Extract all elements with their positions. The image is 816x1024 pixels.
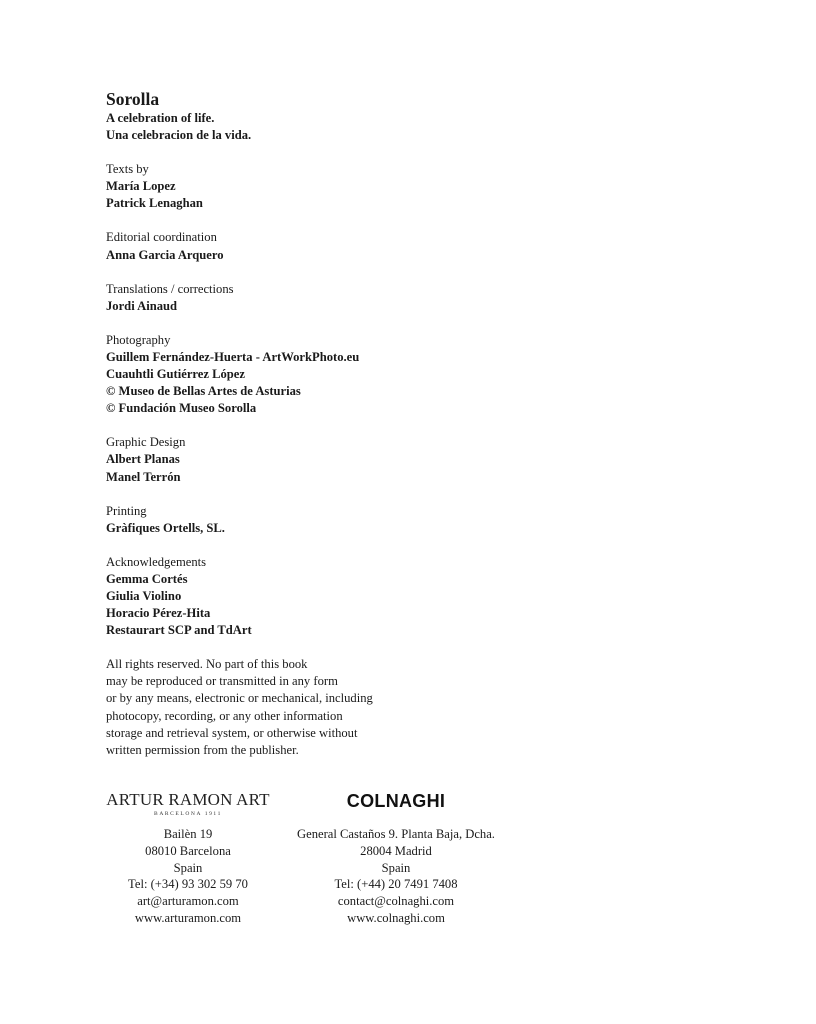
credit-name: © Museo de Bellas Artes de Asturias — [106, 384, 301, 399]
website-line: www.arturamon.com — [134, 910, 242, 925]
credit-name: Guillem Fernández-Huerta - ArtWorkPhoto.eu — [106, 349, 360, 364]
section-photography — [106, 332, 526, 417]
credit-name: Patrick Lenaghan — [106, 196, 203, 211]
email-line: art@arturamon.com — [137, 894, 239, 909]
credit-name: Gemma Cortés — [106, 571, 188, 586]
section-label: Acknowledgements — [106, 554, 207, 569]
section-acknowledgements — [106, 554, 526, 639]
phone-line: Tel: (+44) 20 7491 7408 — [334, 877, 458, 892]
legal-line: may be reproduced or transmitted in any form — [106, 674, 338, 689]
address-line: Spain — [173, 860, 203, 875]
legal-line: storage and retrieval system, or otherwise without — [106, 725, 358, 740]
section-printing — [106, 503, 526, 537]
legal-line: or by any means, electronic or mechanical, including — [106, 691, 373, 706]
section-label: Editorial coordination — [106, 230, 217, 245]
credit-name: Gràfiques Ortells, SL. — [106, 520, 225, 535]
credit-name: Albert Planas — [106, 452, 180, 467]
credit-name: Giulia Violino — [106, 588, 182, 603]
colnaghi-logo: COLNAGHI — [346, 791, 446, 811]
subtitle-english: A celebration of life. — [106, 111, 215, 125]
address-line: Bailèn 19 — [163, 827, 213, 841]
address-line: 08010 Barcelona — [145, 843, 231, 858]
section-label: Photography — [106, 332, 171, 347]
credit-name: Jordi Ainaud — [106, 298, 178, 313]
website-line: www.colnaghi.com — [347, 910, 445, 925]
address-line: Spain — [381, 860, 411, 875]
credit-name: Anna Garcia Arquero — [106, 247, 224, 262]
credits-column — [106, 88, 526, 759]
credit-name: Horacio Pérez-Hita — [106, 606, 211, 621]
publisher-colnaghi — [276, 790, 516, 927]
section-texts — [106, 161, 526, 212]
legal-line: written permission from the publisher. — [106, 742, 299, 757]
credit-name: Restaurart SCP and TdArt — [106, 623, 252, 638]
copyright-notice — [106, 656, 526, 759]
legal-line: All rights reserved. No part of this book — [106, 657, 308, 672]
section-editorial — [106, 229, 526, 263]
section-translations — [106, 281, 526, 315]
section-label: Graphic Design — [106, 435, 186, 450]
credit-name: Cuauhtli Gutiérrez López — [106, 367, 245, 382]
section-label: Translations / corrections — [106, 281, 234, 296]
section-label: Texts by — [106, 162, 149, 177]
book-title: Sorolla — [106, 89, 160, 109]
email-line: contact@colnaghi.com — [337, 894, 455, 909]
phone-line: Tel: (+34) 93 302 59 70 — [128, 877, 248, 892]
section-label: Printing — [106, 503, 147, 518]
publisher-artur-ramon — [88, 790, 288, 927]
artur-ramon-logo-subtitle: BARCELONA 1911 — [154, 811, 222, 817]
artur-ramon-logo: ARTUR RAMON ART — [106, 790, 270, 809]
credit-name: Manel Terrón — [106, 469, 181, 484]
legal-line: photocopy, recording, or any other information — [106, 708, 343, 723]
subtitle-spanish: Una celebracion de la vida. — [106, 128, 252, 143]
section-graphic-design — [106, 434, 526, 485]
address-line: General Castaños 9. Planta Baja, Dcha. — [297, 827, 495, 841]
credit-name: María Lopez — [106, 179, 176, 194]
credit-name: © Fundación Museo Sorolla — [106, 401, 257, 416]
address-line: 28004 Madrid — [360, 843, 432, 858]
